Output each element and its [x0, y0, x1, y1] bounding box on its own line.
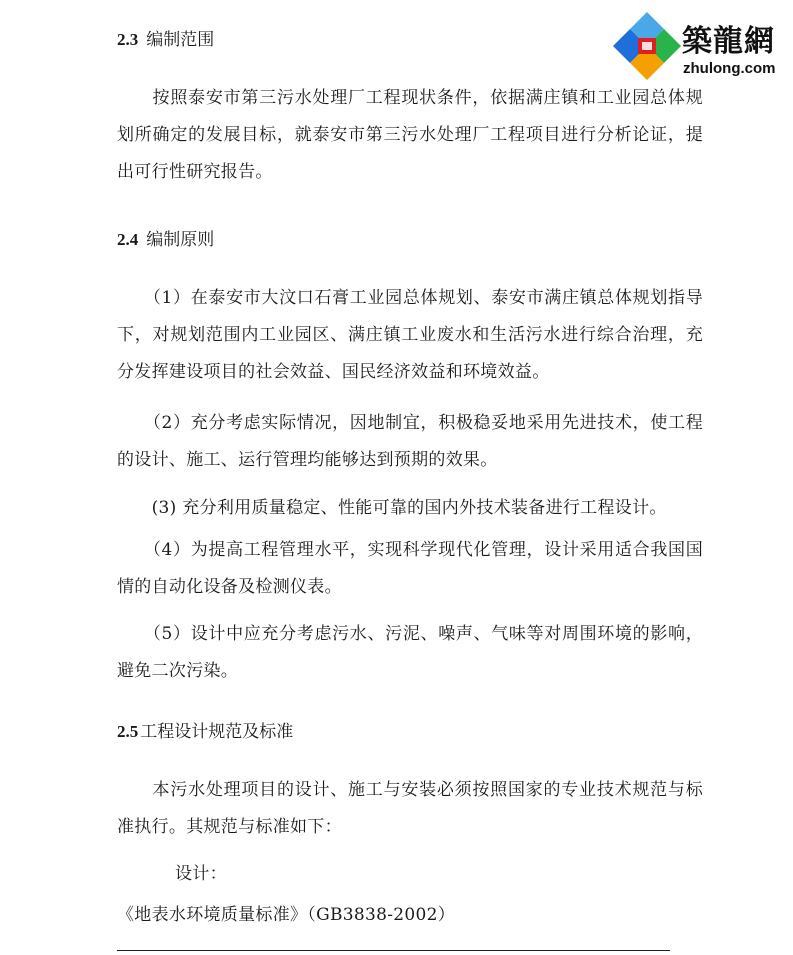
section-number: 2.4	[117, 230, 139, 249]
paragraph-principle-5: （5）设计中应充分考虑污水、污泥、噪声、气味等对周围环境的影响，避免二次污染。	[117, 624, 703, 681]
section-heading-2-3	[117, 30, 214, 50]
section-heading-2-4	[117, 230, 214, 250]
standard-item: 《地表水环境质量标准》（GB3838-2002）	[117, 905, 456, 925]
paragraph-principle-2: （2）充分考虑实际情况，因地制宜，积极稳妥地采用先进技术，使工程的设计、施工、运行管理均能够达到预期的效果。	[117, 413, 703, 470]
section-title: 编制范围	[146, 30, 215, 50]
logo-english-name: zhulong.com	[683, 60, 776, 77]
zhulong-diamond-icon	[612, 10, 682, 80]
paragraph-scope: 按照泰安市第三污水处理厂工程现状条件，依据满庄镇和工业园总体规划所确定的发展目标，就泰安市第三污水处理厂工程项目进行分析论证，提出可行性研究报告。	[117, 88, 703, 182]
logo-chinese-name: 築龍網	[682, 24, 775, 59]
section-title: 编制原则	[146, 230, 215, 250]
section-number: 2.3	[117, 30, 139, 49]
paragraph-principle-1: （1）在泰安市大汶口石膏工业园总体规划、泰安市满庄镇总体规划指导下，对规划范围内工业园区、满庄镇工业废水和生活污水进行综合治理，充分发挥建设项目的社会效益、国民经济效益和环境效益。	[117, 288, 703, 382]
section-number: 2.5	[117, 722, 139, 741]
section-heading-2-5	[117, 722, 293, 742]
section-title: 工程设计规范及标准	[140, 722, 294, 742]
paragraph-principle-4: （4）为提高工程管理水平，实现科学现代化管理，设计采用适合我国国情的自动化设备及检测仪表。	[117, 540, 703, 597]
paragraph-principle-3: (3) 充分利用质量稳定、性能可靠的国内外技术装备进行工程设计。	[117, 498, 667, 518]
footnote-divider	[117, 950, 670, 951]
paragraph-standards-intro: 本污水处理项目的设计、施工与安装必须按照国家的专业技术规范与标准执行。其规范与标准如下：	[117, 780, 703, 837]
zhulong-logo[interactable]	[612, 10, 792, 82]
design-label: 设计：	[175, 864, 227, 884]
